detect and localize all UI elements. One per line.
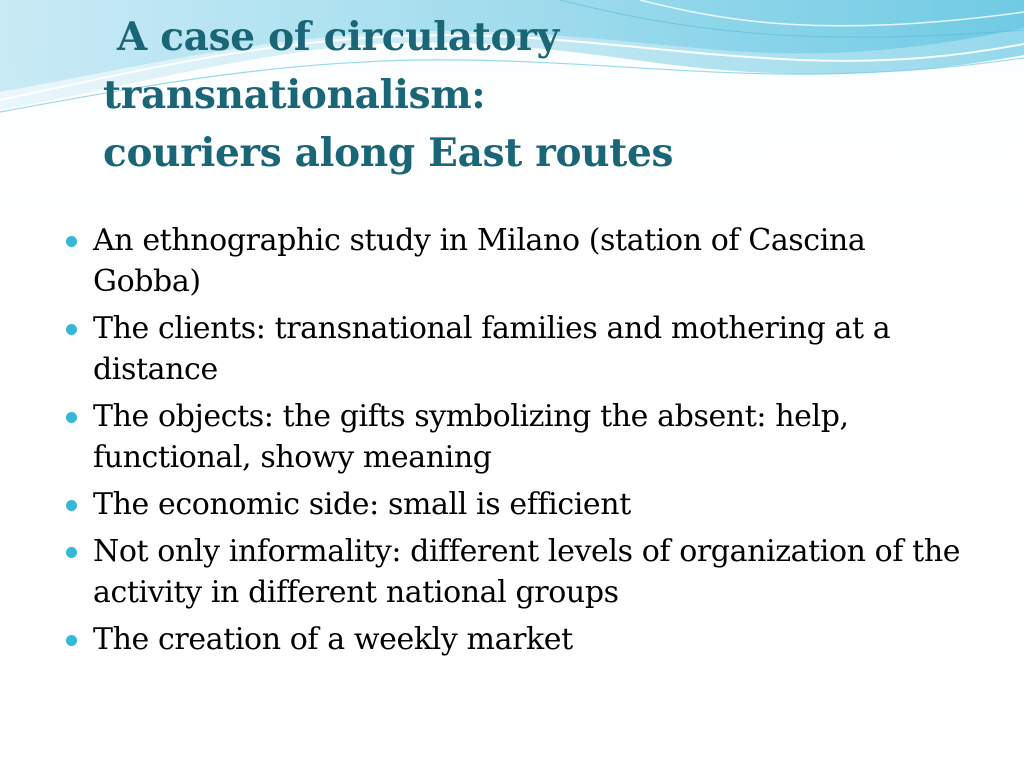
bullet-text: The clients: transnational families and mothering at a distance	[93, 311, 891, 387]
bullet-item	[62, 308, 982, 390]
bullet-item	[62, 484, 982, 525]
bullet-item	[62, 619, 982, 660]
slide-title	[103, 8, 983, 182]
bullet-text: Not only informality: different levels of organization of the activity in different national groups	[93, 534, 961, 610]
bullet-dot-icon	[66, 324, 77, 335]
bullet-dot-icon	[66, 547, 77, 558]
bullet-list	[62, 220, 982, 666]
bullet-dot-icon	[66, 635, 77, 646]
bullet-item	[62, 531, 982, 613]
bullet-text: An ethnographic study in Milano (station of Cascina Gobba)	[93, 223, 866, 299]
bullet-item	[62, 220, 982, 302]
title-line: couriers along East routes	[103, 130, 674, 176]
bullet-text: The creation of a weekly market	[93, 622, 573, 657]
bullet-text: The objects: the gifts symbolizing the absent: help, functional, showy meaning	[93, 399, 849, 475]
bullet-item	[62, 396, 982, 478]
bullet-dot-icon	[66, 412, 77, 423]
bullet-dot-icon	[66, 500, 77, 511]
title-line: A case of circulatory	[117, 14, 559, 60]
title-line: transnationalism:	[103, 72, 486, 118]
bullet-text: The economic side: small is efficient	[93, 487, 631, 522]
bullet-dot-icon	[66, 236, 77, 247]
